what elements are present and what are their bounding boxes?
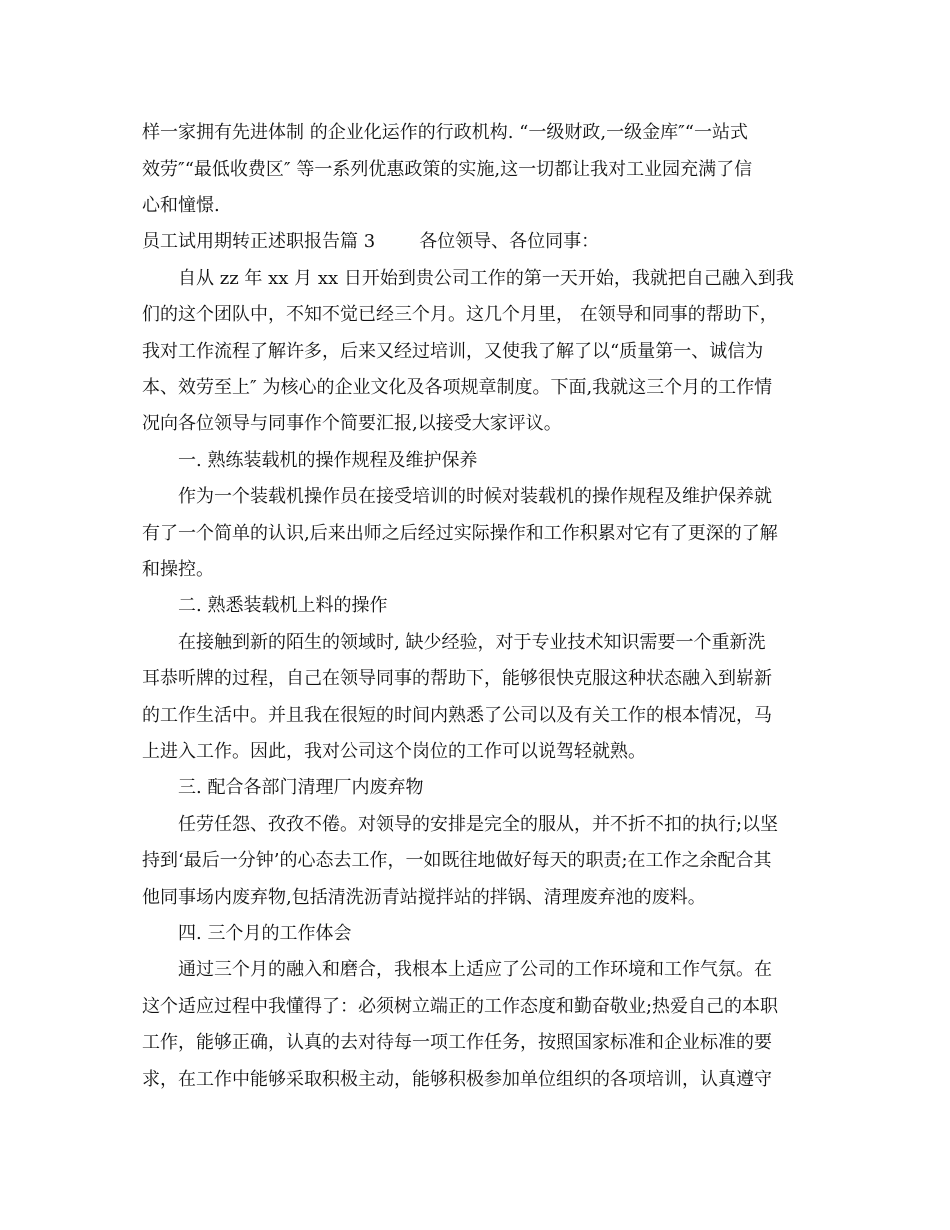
section-2-line-1: 在接触到新的陌生的领域时, 缺少经验，对于专业技术知识需要一个重新洗 [178, 632, 766, 653]
intro-line-2: 效劳″“最低收费区″ 等一系列优惠政策的实施,这一切都让我对工业园充满了信 [142, 159, 753, 180]
section-2-line-4: 上进入工作。因此，我对公司这个岗位的工作可以说驾轻就熟。 [142, 741, 646, 762]
section-1-line-2: 有了一个简单的认识,后来出师之后经过实际操作和工作积累对它有了更深的了解 [142, 523, 778, 544]
section-heading-4: 四. 三个月的工作体会 [178, 923, 352, 944]
salutation: 各位领导、各位同事： [419, 231, 600, 252]
section-4-line-1: 通过三个月的融入和磨合，我根本上适应了公司的工作环境和工作气氛。在 [178, 959, 772, 980]
section-1-line-1: 作为一个装载机操作员在接受培训的时候对装载机的操作规程及维护保养就 [178, 486, 772, 507]
section-3-line-2: 持到‘最后一分钟’的心态去工作，一如既往地做好每天的职责;在工作之余配合其 [142, 850, 772, 871]
opening-line-4: 本、效劳至上″ 为核心的企业文化及各项规章制度。下面,我就这三个月的工作情 [142, 377, 773, 398]
section-heading-3: 三. 配合各部门清理厂内废弃物 [178, 777, 424, 798]
section-2-line-3: 的工作生活中。并且我在很短的时间内熟悉了公司以及有关工作的根本情况，马 [142, 705, 772, 726]
opening-line-3: 我对工作流程了解许多，后来又经过培训，又使我了解了以“质量第一、诚信为 [142, 341, 764, 362]
opening-line-2: 们的这个团队中，不知不觉已经三个月。这几个月里， 在领导和同事的帮助下， [142, 304, 778, 325]
section-4-line-2: 这个适应过程中我懂得了：必须树立端正的工作态度和勤奋敬业;热爱自己的本职 [142, 996, 779, 1017]
opening-line-1: 自从 zz 年 xx 月 xx 日开始到贵公司工作的第一天开始，我就把自己融入到我 [178, 268, 794, 289]
section-3-line-1: 任劳任怨、孜孜不倦。对领导的安排是完全的服从，并不折不扣的执行;以坚 [178, 814, 779, 835]
article-title: 员工试用期转正述职报告篇 3 [142, 231, 376, 252]
section-3-line-3: 他同事场内废弃物,包括清洗沥青站搅拌站的拌锅、清理废弃池的废料。 [142, 887, 706, 908]
section-4-line-4: 求，在工作中能够采取积极主动，能够积极参加单位组织的各项培训，认真遵守 [142, 1069, 772, 1090]
section-heading-2: 二. 熟悉装载机上料的操作 [178, 595, 388, 616]
article-title-line [142, 230, 822, 254]
section-4-line-3: 工作，能够正确，认真的去对待每一项工作任务，按照国家标准和企业标准的要 [142, 1032, 772, 1053]
intro-line-3: 心和憧憬. [142, 195, 220, 216]
section-heading-1: 一. 熟练装载机的操作规程及维护保养 [178, 450, 478, 471]
section-1-line-3: 和操控。 [142, 559, 214, 580]
opening-line-5: 况向各位领导与同事作个简要汇报,以接受大家评议。 [142, 413, 562, 434]
section-2-line-2: 耳恭听牌的过程，自己在领导同事的帮助下，能够很快克服这种状态融入到崭新 [142, 668, 772, 689]
intro-line-1: 样一家拥有先进体制 的企业化运作的行政机构. “一级财政,一级金库″“一站式 [142, 122, 749, 143]
